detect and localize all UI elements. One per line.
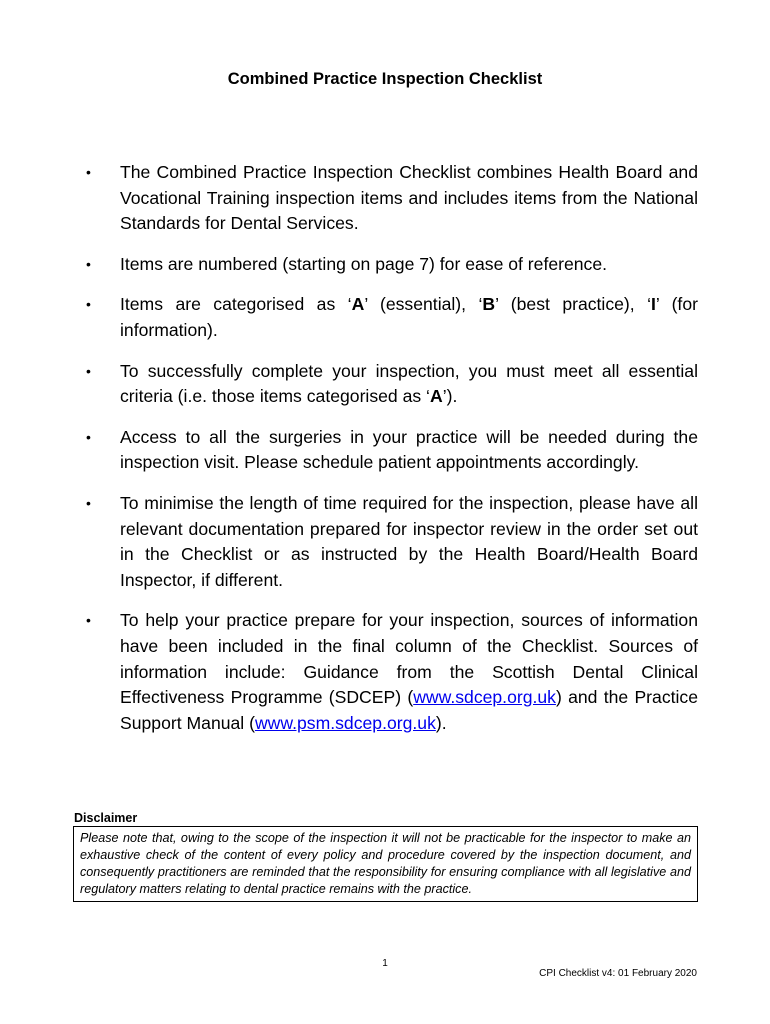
bullet-text: Items are numbered (starting on page 7) for ease of reference.: [120, 253, 608, 274]
disclaimer-heading: Disclaimer: [74, 811, 138, 825]
footer-version: CPI Checklist v4: 01 February 2020: [539, 968, 697, 979]
bullet-icon: •: [86, 164, 91, 180]
bullet-icon: •: [86, 362, 91, 379]
list-item: [86, 608, 698, 736]
text-run: ’ (essential), ‘: [364, 294, 483, 315]
text-run: Items are categorised as ‘: [120, 294, 352, 315]
bullet-icon: •: [86, 296, 91, 313]
list-item: [86, 252, 698, 278]
text-run: ’ (for information).: [120, 294, 698, 340]
category-a: A: [429, 386, 443, 407]
text-run: ) and the Practice Support Manual (: [120, 687, 698, 733]
sdcep-link[interactable]: www.sdcep.org.uk: [413, 687, 556, 708]
list-item: [86, 425, 698, 476]
list-item: [86, 292, 698, 343]
page-title: Combined Practice Inspection Checklist: [227, 70, 543, 88]
text-run: To successfully complete your inspection, you must meet all essential criteria (i.e. those items categorised as ‘: [120, 360, 698, 407]
bullet-text: Access to all the surgeries in your practice will be needed during the inspection visit. Please schedule patient appointments accordingly.: [120, 426, 698, 473]
category-i: I: [651, 294, 656, 315]
text-run: To help your practice prepare for your inspection, sources of information have been included in the final column of the Checklist. Sources of information include: Guidance from the Scottish Dental Clinical Effectiveness Programme (SDCEP) (: [120, 610, 698, 708]
list-item: [86, 359, 698, 410]
bullet-list: [86, 160, 698, 751]
bullet-icon: •: [86, 494, 91, 511]
text-run: ’ (best practice), ‘: [495, 294, 651, 315]
psm-link[interactable]: www.psm.sdcep.org.uk: [254, 712, 436, 733]
page-number: 1: [382, 958, 388, 969]
bullet-text: The Combined Practice Inspection Checklist combines Health Board and Vocational Training inspection items and includes items from the National Standards for Dental Services.: [120, 162, 698, 234]
bullet-icon: •: [86, 255, 91, 272]
list-item: [86, 160, 698, 237]
bullet-text: [120, 294, 698, 340]
bullet-text: To minimise the length of time required for the inspection, please have all relevant documentation prepared for inspector review in the order set out in the Checklist or as instructed by the Health Board/Health Board Inspector, if different.: [120, 492, 698, 590]
bullet-text: [120, 610, 698, 732]
list-item: [86, 491, 698, 593]
category-b: B: [482, 294, 496, 315]
text-run: ).: [435, 712, 447, 733]
category-a: A: [351, 294, 365, 315]
bullet-icon: •: [86, 428, 91, 445]
text-run: ’).: [442, 386, 458, 407]
disclaimer-box: Please note that, owing to the scope of the inspection it will not be practicable for the inspector to make an exhaustive check of the content of every policy and procedure covered by the inspection document, and consequently practitioners are reminded that the responsibility for ensuring compliance with all legislative and regulatory matters relating to dental practice remains with the practice.: [73, 826, 698, 902]
bullet-text: [120, 361, 698, 407]
bullet-icon: •: [86, 612, 91, 629]
